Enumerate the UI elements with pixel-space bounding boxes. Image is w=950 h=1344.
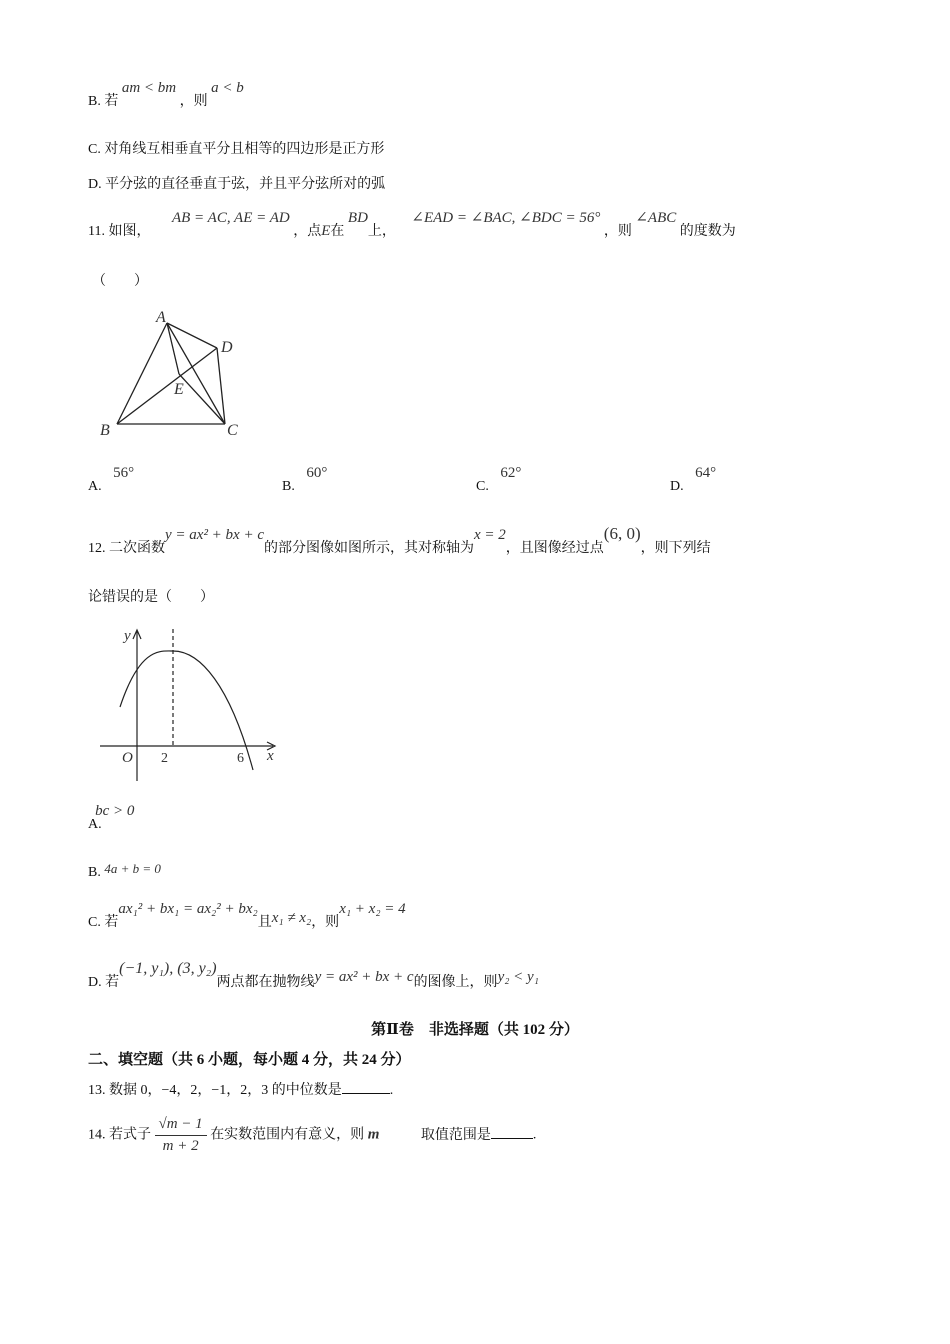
q11-option-a — [88, 465, 135, 495]
q10-optb-label: B. — [88, 94, 101, 109]
q11-m2: BD — [347, 210, 368, 226]
q10-option-c: C. 对角线互相垂直平分且相等的四边形是正方形 — [88, 142, 385, 157]
q10-optb-text2: ，则 — [179, 94, 208, 109]
q12-optc-math1: ax₁² + bx₁ = ax₂² + bx₂ — [118, 901, 258, 917]
q11-opta-value: 56° — [113, 465, 135, 481]
q11-option-b — [282, 465, 328, 495]
q12-optb-math: 4a + b = 0 — [104, 861, 161, 876]
q10-optb-math2: a < b — [211, 80, 244, 96]
fig-label-e: E — [174, 381, 184, 398]
q11-paren: （ ） — [92, 274, 148, 289]
q12-optc-t2: 且 — [257, 915, 272, 930]
fig-label-d: D — [221, 339, 233, 356]
q14-denominator: m + 2 — [162, 1138, 199, 1154]
q10-optb-text1: 若 — [104, 94, 119, 109]
q12-m1: y = ax² + bx + c — [165, 527, 264, 543]
q11-optb-label: B. — [282, 479, 295, 494]
q12-t2: 的部分图像如图所示，其对称轴为 — [264, 541, 474, 556]
q11-m1: AB = AC, AE = AD — [171, 210, 290, 226]
q12-optd-t1: 若 — [105, 975, 120, 990]
q11-t4: 上， — [367, 224, 396, 239]
q11-triangle-figure — [95, 305, 255, 445]
q11-t6: 的度数为 — [679, 224, 736, 239]
q11-optc-value: 62° — [500, 465, 522, 481]
q11-opta-label: A. — [88, 479, 102, 494]
graph-label-6: 6 — [237, 751, 244, 766]
q12-optc-t1: 若 — [104, 915, 119, 930]
q11-point-e: E — [321, 223, 331, 239]
q12-optc-math2: x₁ ≠ x₂ — [271, 910, 312, 926]
q11-optd-value: 64° — [695, 465, 717, 481]
q12-optc-math3: x₁ + x₂ = 4 — [339, 901, 406, 917]
q11-stem — [88, 210, 736, 240]
q12-m2: x = 2 — [474, 527, 506, 543]
q12-optc-t3: ，则 — [311, 915, 340, 930]
q11-t1: 如图， — [108, 224, 151, 239]
q12-t1: 二次函数 — [109, 541, 165, 556]
graph-label-x: x — [267, 748, 274, 764]
q12-optd-math2: y = ax² + bx + c — [314, 969, 414, 985]
q14-fraction — [155, 1116, 207, 1155]
q14-t3: 取值范围是 — [420, 1127, 491, 1143]
graph-label-2: 2 — [161, 751, 168, 766]
q13-end: . — [389, 1083, 394, 1098]
q12-optd-label: D. — [88, 975, 102, 990]
q14-numerator: √m − 1 — [155, 1116, 207, 1136]
q12-option-c — [88, 901, 406, 931]
fig-label-a: A — [156, 309, 166, 326]
q12-number: 12. — [88, 541, 106, 556]
q11-m4: ∠ABC — [635, 210, 677, 226]
q11-t5: ，则 — [603, 224, 632, 239]
q14-t1: 14. 若式子 — [88, 1127, 151, 1143]
q10-option-b — [88, 80, 244, 110]
q12-parabola-graph — [95, 625, 285, 785]
q12-optd-math1: (−1, y₁), (3, y₂) — [119, 960, 217, 977]
q12-optb-label: B. — [88, 865, 101, 880]
q11-optd-label: D. — [670, 479, 684, 494]
section2-title: 二、填空题（共 6 小题，每小题 4 分，共 24 分） — [88, 1052, 411, 1068]
q13 — [88, 1079, 393, 1099]
q11-t3: 在 — [330, 224, 345, 239]
q14-answer-blank[interactable] — [491, 1125, 533, 1139]
q12-t4: ，则下列结 — [640, 541, 711, 556]
part2-title: 第Ⅱ卷 非选择题（共 102 分） — [371, 1022, 579, 1038]
q14-var: m — [367, 1126, 380, 1143]
q11-optc-label: C. — [476, 479, 489, 494]
q12-optc-label: C. — [88, 915, 101, 930]
q12-option-a — [88, 803, 144, 833]
q12-option-b — [88, 861, 161, 881]
graph-label-origin: O — [122, 750, 133, 766]
q10-option-d: D. 平分弦的直径垂直于弦，并且平分弦所对的弧 — [88, 177, 386, 192]
q12-stem — [88, 524, 711, 557]
q13-text: 13. 数据 0，−4，2，−1，2，3 的中位数是 — [88, 1083, 342, 1098]
q14 — [88, 1116, 536, 1155]
q11-optb-value: 60° — [306, 465, 328, 481]
q12-optd-t3: 的图像上，则 — [413, 975, 498, 990]
q10-optb-math1: am < bm — [121, 80, 177, 96]
q14-t2: 在实数范围内有意义，则 — [210, 1127, 365, 1143]
q11-option-c — [476, 465, 522, 495]
graph-label-y: y — [124, 628, 131, 644]
q13-answer-blank[interactable] — [342, 1080, 390, 1094]
q11-m3: ∠EAD = ∠BAC, ∠BDC = 56° — [411, 210, 601, 226]
q12-m3: (6, 0) — [603, 524, 641, 543]
q12-t3: ，且图像经过点 — [505, 541, 604, 556]
q11-option-d — [670, 465, 717, 495]
q11-t2: ，点 — [293, 224, 322, 239]
q12-optd-math3: y₂ < y₁ — [497, 969, 539, 985]
q12-optd-t2: 两点都在抛物线 — [216, 975, 315, 990]
q12-stem-line2: 论错误的是（ ） — [88, 590, 214, 605]
q12-opta-label: A. — [88, 817, 102, 832]
q12-option-d — [88, 960, 539, 991]
fig-label-b: B — [100, 422, 110, 439]
q12-opta-math: bc > 0 — [95, 803, 135, 819]
q14-end: . — [532, 1127, 537, 1143]
fig-label-c: C — [227, 422, 238, 439]
q11-number: 11. — [88, 224, 105, 239]
